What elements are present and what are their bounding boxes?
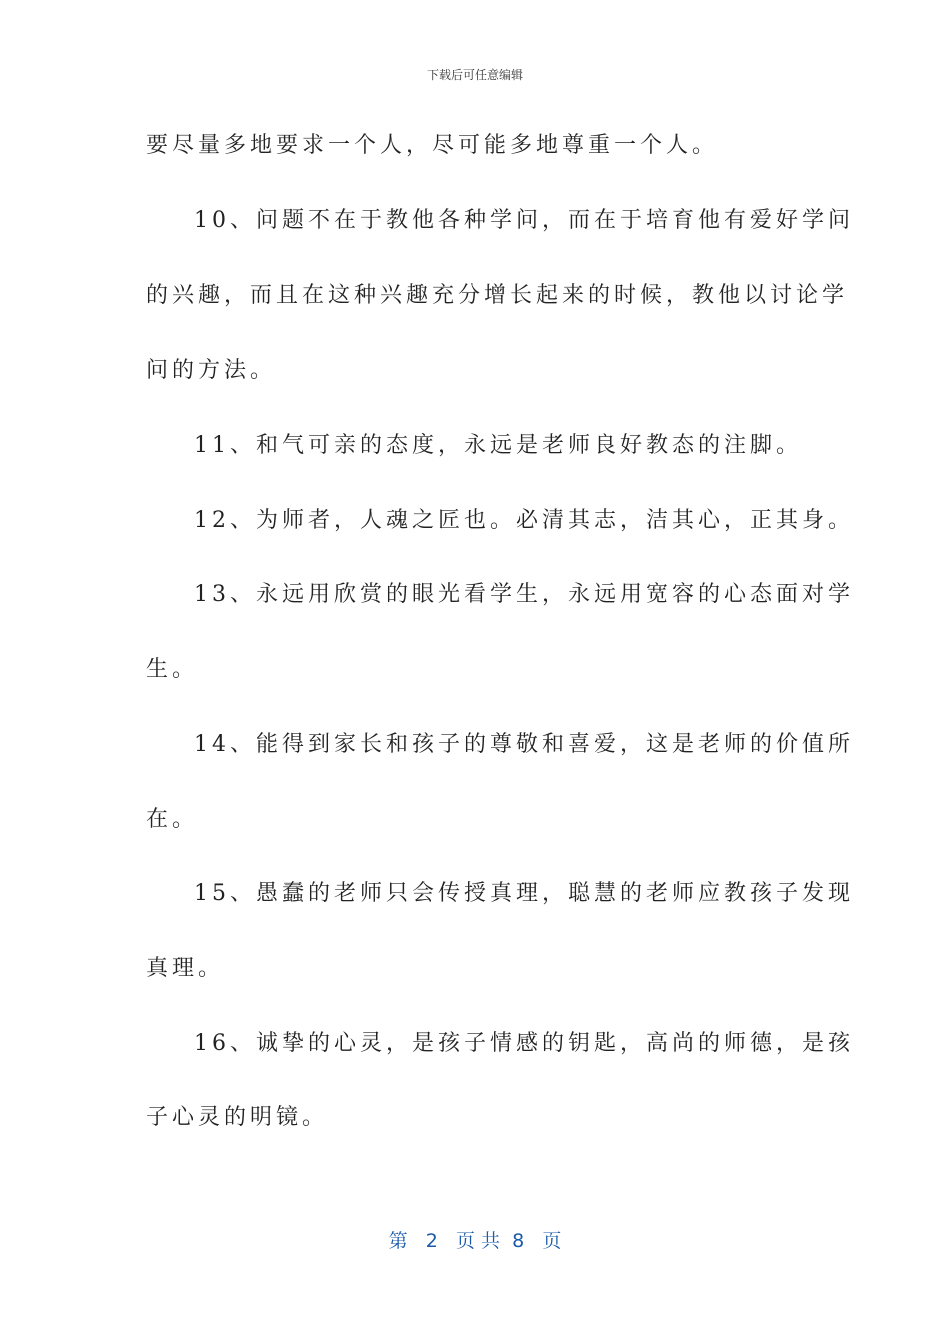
page-footer	[0, 1226, 950, 1253]
footer-middle: 页 共	[455, 1230, 501, 1252]
text-line: 13、永远用欣赏的眼光看学生，永远用宽容的心态面对学	[194, 582, 854, 607]
text-line: 11、和气可亲的态度，永远是老师良好教态的注脚。	[194, 433, 802, 458]
text-line: 15、愚蠢的老师只会传授真理，聪慧的老师应教孩子发现	[194, 881, 854, 906]
text-line: 在。	[146, 807, 199, 832]
header-note: 下载后可任意编辑	[426, 68, 523, 82]
text-line: 问的方法。	[146, 358, 277, 383]
text-line: 子心灵的明镜。	[146, 1105, 329, 1130]
text-line: 12、为师者，人魂之匠也。必清其志，洁其心，正其身。	[194, 508, 854, 533]
text-line: 要尽量多地要求一个人，尽可能多地尊重一个人。	[146, 133, 719, 158]
text-line: 真理。	[146, 956, 225, 981]
text-line: 10、问题不在于教他各种学问，而在于培育他有爱好学问	[194, 208, 854, 233]
text-line: 16、诚挚的心灵，是孩子情感的钥匙，高尚的师德，是孩	[194, 1031, 854, 1056]
text-line: 14、能得到家长和孩子的尊敬和喜爱，这是老师的价值所	[194, 732, 854, 757]
total-page-count: 8	[512, 1230, 525, 1252]
text-line: 生。	[146, 657, 199, 682]
footer-suffix: 页	[542, 1230, 562, 1252]
footer-prefix: 第	[388, 1230, 408, 1252]
text-line: 的兴趣，而且在这种兴趣充分增长起来的时候，教他以讨论学	[146, 283, 849, 308]
current-page-number: 2	[425, 1230, 438, 1252]
